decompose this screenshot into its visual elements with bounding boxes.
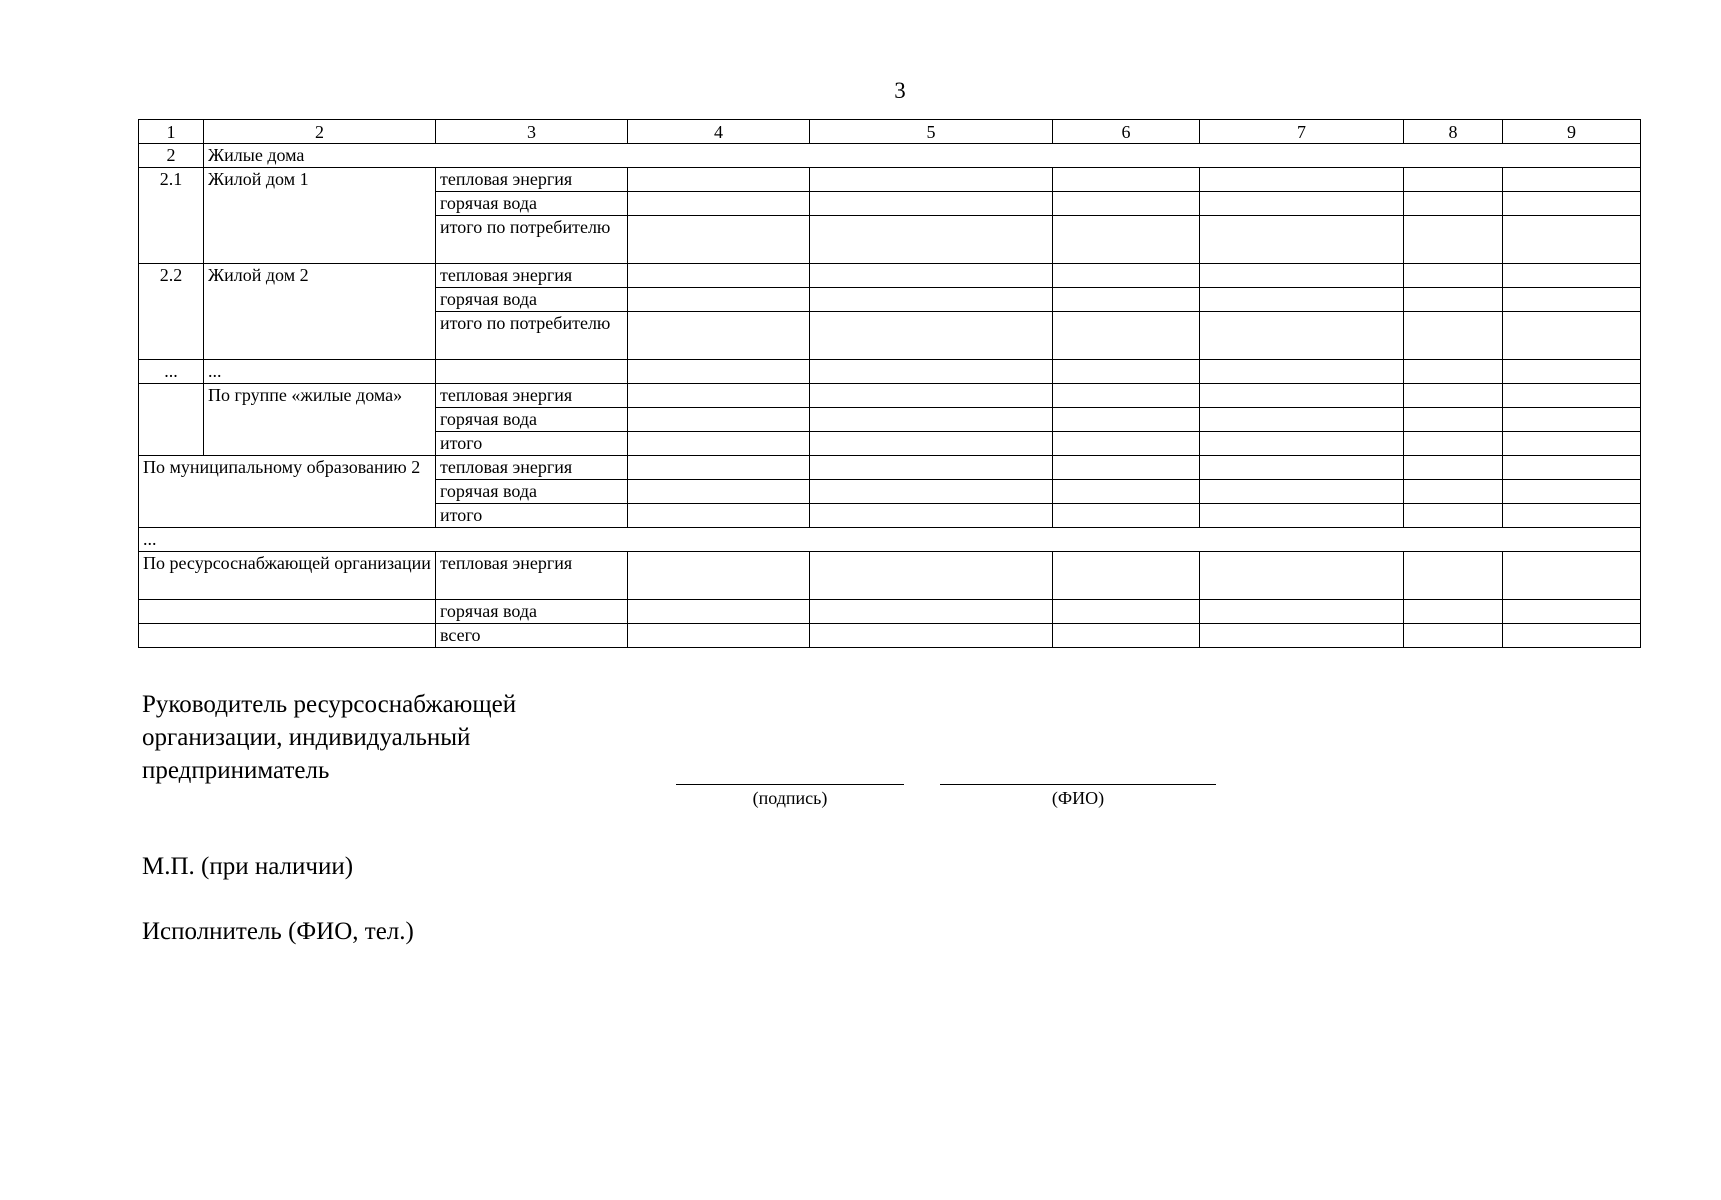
data-cell bbox=[1503, 168, 1641, 192]
data-cell bbox=[1200, 216, 1404, 264]
header-cell: 4 bbox=[628, 120, 810, 144]
signature-caption: (подпись) bbox=[752, 788, 828, 808]
data-cell bbox=[1053, 168, 1200, 192]
data-cell bbox=[1053, 360, 1200, 384]
data-cell bbox=[1200, 288, 1404, 312]
data-cell bbox=[1503, 600, 1641, 624]
data-cell bbox=[810, 216, 1053, 264]
data-cell bbox=[810, 504, 1053, 528]
name-caption: (ФИО) bbox=[1051, 788, 1105, 808]
data-cell bbox=[1053, 216, 1200, 264]
data-cell bbox=[810, 600, 1053, 624]
data-cell bbox=[810, 624, 1053, 648]
data-cell bbox=[1503, 552, 1641, 600]
data-cell bbox=[628, 600, 810, 624]
data-cell bbox=[1404, 456, 1503, 480]
data-cell bbox=[1053, 432, 1200, 456]
data-cell bbox=[1404, 288, 1503, 312]
data-cell bbox=[628, 504, 810, 528]
data-cell bbox=[628, 360, 810, 384]
data-cell bbox=[810, 288, 1053, 312]
group-label: Жилые дома bbox=[204, 144, 1641, 168]
executor-note: Исполнитель (ФИО, тел.) bbox=[142, 918, 414, 945]
data-cell bbox=[1404, 360, 1503, 384]
header-cell: 6 bbox=[1053, 120, 1200, 144]
table-row bbox=[139, 384, 1641, 408]
data-cell bbox=[1503, 288, 1641, 312]
consumer-label: По ресурсоснабжающей организации bbox=[139, 552, 436, 600]
data-cell bbox=[628, 216, 810, 264]
data-cell bbox=[1200, 192, 1404, 216]
data-cell bbox=[1200, 456, 1404, 480]
data-cell bbox=[810, 384, 1053, 408]
data-cell bbox=[1404, 432, 1503, 456]
table-row bbox=[139, 168, 1641, 192]
table-row bbox=[139, 360, 1641, 384]
header-cell: 1 bbox=[139, 120, 204, 144]
data-cell bbox=[1503, 408, 1641, 432]
data-cell bbox=[810, 432, 1053, 456]
data-cell bbox=[810, 168, 1053, 192]
data-cell bbox=[628, 624, 810, 648]
data-cell bbox=[1404, 264, 1503, 288]
data-cell bbox=[1503, 384, 1641, 408]
data-cell bbox=[1200, 384, 1404, 408]
data-cell bbox=[1053, 456, 1200, 480]
data-cell bbox=[628, 552, 810, 600]
signatory-title-line: предприниматель bbox=[142, 757, 330, 784]
signatory-title-line: Руководитель ресурсоснабжающей bbox=[142, 691, 517, 718]
data-cell bbox=[1404, 312, 1503, 360]
data-cell bbox=[1053, 624, 1200, 648]
data-cell bbox=[810, 408, 1053, 432]
data-cell bbox=[1404, 384, 1503, 408]
data-cell bbox=[1200, 600, 1404, 624]
table-row bbox=[139, 144, 1641, 168]
data-cell bbox=[1404, 168, 1503, 192]
name-line bbox=[940, 784, 1216, 785]
resource-label: тепловая энергия bbox=[436, 552, 628, 600]
data-cell bbox=[628, 384, 810, 408]
consumer-label: По группе «жилые дома» bbox=[204, 384, 436, 456]
data-cell bbox=[1200, 360, 1404, 384]
data-cell bbox=[628, 168, 810, 192]
data-cell bbox=[628, 480, 810, 504]
data-cell bbox=[1053, 384, 1200, 408]
data-cell bbox=[1503, 456, 1641, 480]
row-number: 2.2 bbox=[139, 264, 204, 360]
data-cell bbox=[1404, 552, 1503, 600]
consumer-label: ... bbox=[204, 360, 436, 384]
data-cell bbox=[1053, 264, 1200, 288]
data-cell bbox=[1053, 600, 1200, 624]
data-cell bbox=[810, 480, 1053, 504]
resource-label: тепловая энергия bbox=[436, 384, 628, 408]
resource-label: итого bbox=[436, 432, 628, 456]
consumer-label bbox=[139, 624, 436, 648]
data-cell bbox=[1503, 360, 1641, 384]
data-cell bbox=[1404, 408, 1503, 432]
data-cell bbox=[628, 456, 810, 480]
data-cell bbox=[1404, 600, 1503, 624]
data-cell bbox=[810, 552, 1053, 600]
row-number: 2.1 bbox=[139, 168, 204, 264]
resource-label: итого по потребителю bbox=[436, 312, 628, 360]
data-cell bbox=[1404, 216, 1503, 264]
consumer-label bbox=[139, 600, 436, 624]
row-number bbox=[139, 384, 204, 456]
resource-label: тепловая энергия bbox=[436, 264, 628, 288]
data-cell bbox=[1200, 552, 1404, 600]
data-cell bbox=[1200, 480, 1404, 504]
resource-label: горячая вода bbox=[436, 600, 628, 624]
data-cell bbox=[1053, 288, 1200, 312]
report-table bbox=[138, 119, 1641, 648]
data-cell bbox=[1053, 480, 1200, 504]
data-cell bbox=[1503, 216, 1641, 264]
data-cell bbox=[628, 408, 810, 432]
table-row bbox=[139, 456, 1641, 480]
data-cell bbox=[628, 432, 810, 456]
row-number: ... bbox=[139, 360, 204, 384]
data-cell bbox=[1503, 192, 1641, 216]
data-cell bbox=[1503, 624, 1641, 648]
header-cell: 7 bbox=[1200, 120, 1404, 144]
data-cell bbox=[1200, 312, 1404, 360]
resource-label: горячая вода bbox=[436, 192, 628, 216]
consumer-label: Жилой дом 1 bbox=[204, 168, 436, 264]
stamp-note: М.П. (при наличии) bbox=[142, 853, 354, 880]
header-cell: 9 bbox=[1503, 120, 1641, 144]
data-cell bbox=[1503, 312, 1641, 360]
data-cell bbox=[810, 456, 1053, 480]
data-cell bbox=[1200, 624, 1404, 648]
consumer-label: По муниципальному образованию 2 bbox=[139, 456, 436, 528]
data-cell bbox=[1200, 168, 1404, 192]
resource-label: горячая вода bbox=[436, 480, 628, 504]
resource-label: тепловая энергия bbox=[436, 168, 628, 192]
resource-label: итого по потребителю bbox=[436, 216, 628, 264]
data-cell bbox=[810, 360, 1053, 384]
data-cell bbox=[1503, 264, 1641, 288]
data-cell bbox=[1404, 192, 1503, 216]
signatory-title-line: организации, индивидуальный bbox=[142, 724, 471, 751]
data-cell bbox=[1200, 408, 1404, 432]
data-cell bbox=[628, 288, 810, 312]
data-cell bbox=[810, 192, 1053, 216]
data-cell bbox=[628, 192, 810, 216]
data-cell bbox=[1503, 480, 1641, 504]
resource-label: всего bbox=[436, 624, 628, 648]
table-row bbox=[139, 264, 1641, 288]
data-cell bbox=[1053, 312, 1200, 360]
data-cell bbox=[1503, 504, 1641, 528]
table-row bbox=[139, 528, 1641, 552]
data-cell bbox=[810, 264, 1053, 288]
resource-label bbox=[436, 360, 628, 384]
data-cell bbox=[1053, 504, 1200, 528]
resource-label: итого bbox=[436, 504, 628, 528]
resource-label: горячая вода bbox=[436, 288, 628, 312]
data-cell bbox=[1404, 480, 1503, 504]
table-row bbox=[139, 552, 1641, 600]
data-cell bbox=[628, 264, 810, 288]
page-number: 3 bbox=[894, 78, 906, 103]
data-cell bbox=[1200, 504, 1404, 528]
header-cell: 3 bbox=[436, 120, 628, 144]
signatory-title bbox=[142, 688, 516, 787]
consumer-label: Жилой дом 2 bbox=[204, 264, 436, 360]
resource-label: тепловая энергия bbox=[436, 456, 628, 480]
data-cell bbox=[1503, 432, 1641, 456]
header-cell: 5 bbox=[810, 120, 1053, 144]
signature-line bbox=[676, 784, 904, 785]
data-cell bbox=[1200, 264, 1404, 288]
table-row bbox=[139, 624, 1641, 648]
header-cell: 2 bbox=[204, 120, 436, 144]
header-cell: 8 bbox=[1404, 120, 1503, 144]
table-header-row bbox=[139, 120, 1641, 144]
table-row bbox=[139, 600, 1641, 624]
data-cell bbox=[628, 312, 810, 360]
data-cell bbox=[1404, 504, 1503, 528]
ellipsis-row: ... bbox=[139, 528, 1641, 552]
data-cell bbox=[1404, 624, 1503, 648]
data-cell bbox=[1053, 552, 1200, 600]
data-cell bbox=[810, 312, 1053, 360]
resource-label: горячая вода bbox=[436, 408, 628, 432]
data-cell bbox=[1053, 408, 1200, 432]
row-number: 2 bbox=[139, 144, 204, 168]
data-cell bbox=[1053, 192, 1200, 216]
data-cell bbox=[1200, 432, 1404, 456]
